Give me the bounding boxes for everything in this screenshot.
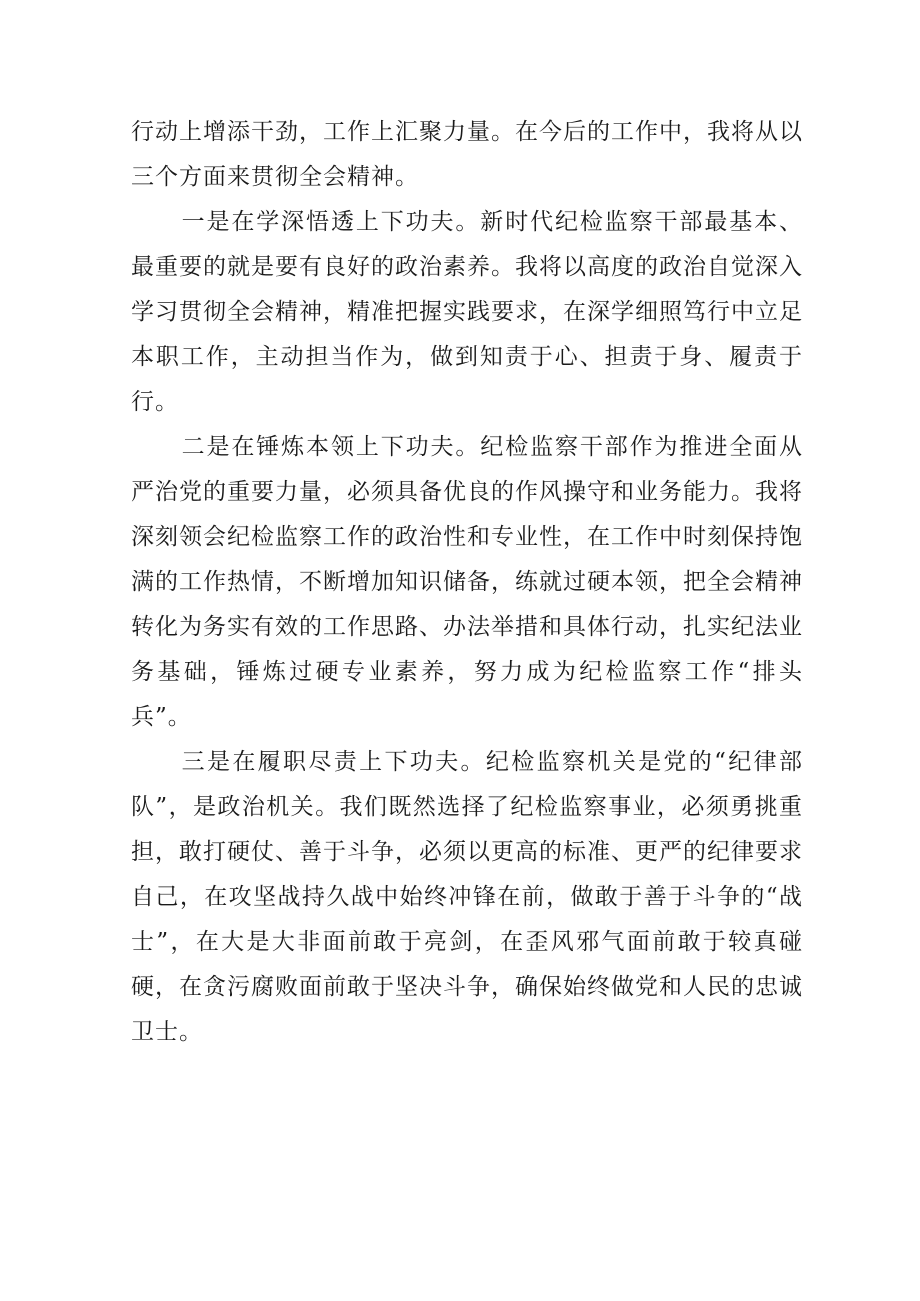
paragraph-skills: 二是在锤炼本领上下功夫。纪检监察干部作为推进全面从严治党的重要力量，必须具备优良的作风操守和业务能力。我将深刻领会纪检监察工作的政治性和专业性，在工作中时刻保持饱满的工作热情，不断增加知识储备，练就过硬本领，把全会精神转化为务实有效的工作思路、办法举措和具体行动，扎实纪法业务基础，锤炼过硬专业素养，努力成为纪检监察工作“排头兵”。 <box>131 434 803 730</box>
paragraph-continuation: 行动上增添干劲，工作上汇聚力量。在今后的工作中，我将从以三个方面来贯彻全会精神。 <box>131 119 803 190</box>
document-body <box>131 110 803 1055</box>
paragraph-study: 一是在学深悟透上下功夫。新时代纪检监察干部最基本、最重要的就是要有良好的政治素养。我将以高度的政治自觉深入学习贯彻全会精神，精准把握实践要求，在深学细照笃行中立足本职工作，主动担当作为，做到知责于心、担责于身、履责于行。 <box>131 209 803 415</box>
paragraph-duty: 三是在履职尽责上下功夫。纪检监察机关是党的“纪律部队”，是政治机关。我们既然选择了纪检监察事业，必须勇挑重担，敢打硬仗、善于斗争，必须以更高的标准、更严的纪律要求自己，在攻坚战持久战中始终冲锋在前，做敢于善于斗争的“战士”，在大是大非面前敢于亮剑，在歪风邪气面前敢于较真碰硬，在贪污腐败面前敢于坚决斗争，确保始终做党和人民的忠诚卫士。 <box>131 749 803 1045</box>
